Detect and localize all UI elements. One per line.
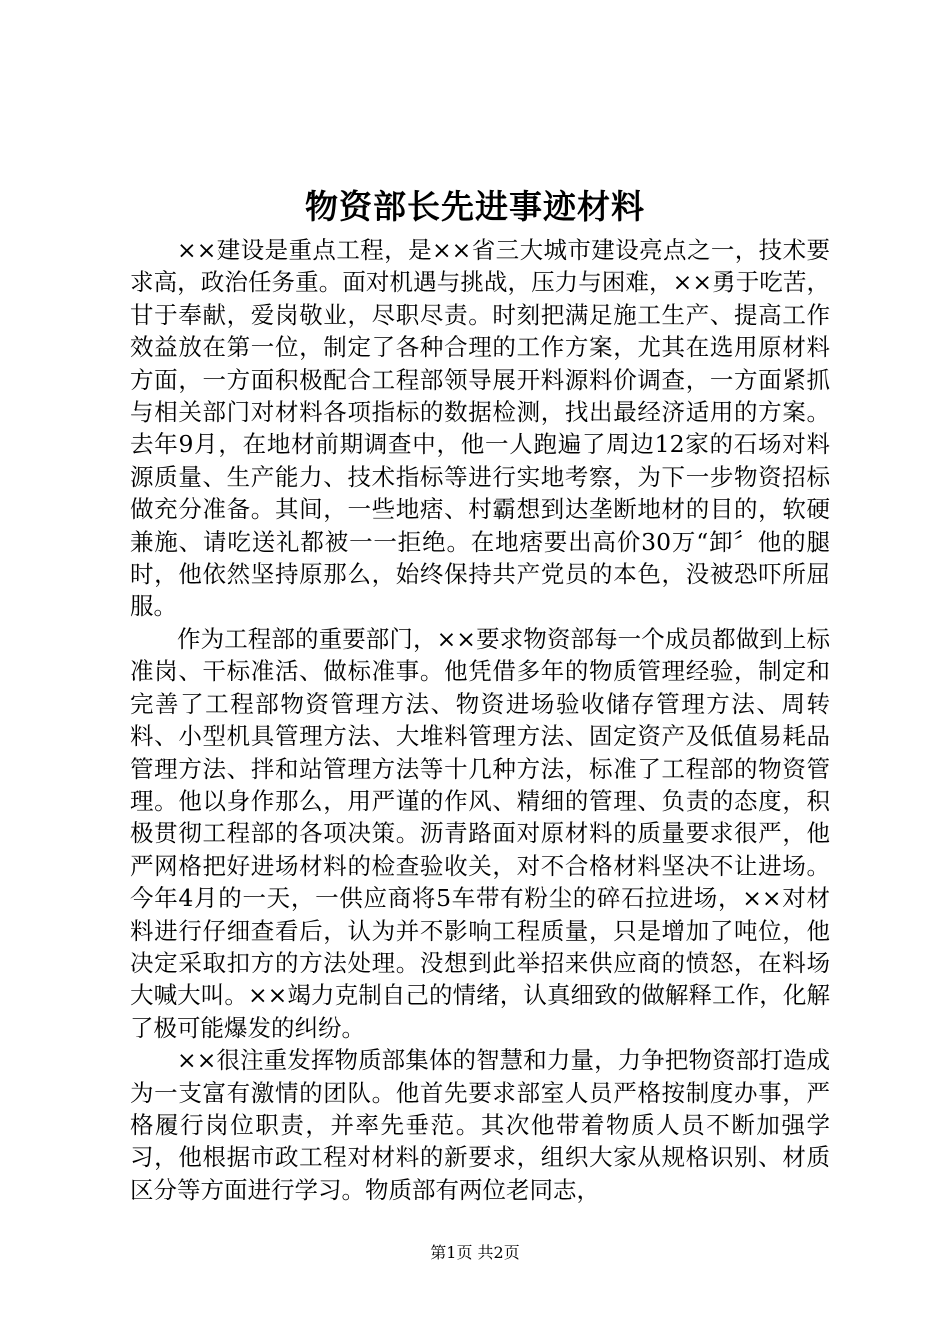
paragraph-1: ××建设是重点工程，是××省三大城市建设亮点之一，技术要求高，政治任务重。面对机遇与挑战，压力与困难，××勇于吃苦，甘于奉献，爱岗敬业，尽职尽责。时刻把满足施工生产、提高工作效益放在第一位，制定了各种合理的工作方案，尤其在选用原材料方面，一方面积极配合工程部领导展开料源料价调查，一方面紧抓与相关部门对材料各项指标的数据检测，找出最经济适用的方案。去年9月，在地材前期调查中，他一人跑遍了周边12家的石场对料源质量、生产能力、技术指标等进行实地考察，为下一步物资招标做充分准备。其间，一些地痞、村霸想到达垄断地材的目的，软硬兼施、请吃送礼都被一一拒绝。在地痞要出高价30万“卸〞他的腿时，他依然坚持原那么，始终保持共产党员的本色，没被恐吓所屈服。 xyxy=(130,236,830,621)
document-body xyxy=(130,234,830,1206)
paragraph-2: 作为工程部的重要部门，××要求物资部每一个成员都做到上标准岗、干标准活、做标准事。他凭借多年的物质管理经验，制定和完善了工程部物资管理方法、物资进场验收储存管理方法、周转料、小型机具管理方法、大堆料管理方法、固定资产及低值易耗品管理方法、拌和站管理方法等十几种方法，标准了工程部的物资管理。他以身作那么，用严谨的作风、精细的管理、负责的态度，积极贯彻工程部的各项决策。沥青路面对原材料的质量要求很严，他严网格把好进场材料的检查验收关，对不合格材料坚决不让进场。今年4月的一天，一供应商将5车带有粉尘的碎石拉进场，××对材料进行仔细查看后，认为并不影响工程质量，只是增加了吨位，他决定采取扣方的方法处理。没想到此举招来供应商的愤怒，在料场大喊大叫。××竭力克制自己的情绪，认真细致的做解释工作，化解了极可能爆发的纠纷。 xyxy=(130,624,830,1042)
paragraph-3: ××很注重发挥物质部集体的智慧和力量，力争把物资部打造成为一支富有激情的团队。他首先要求部室人员严格按制度办事，严格履行岗位职责，并率先垂范。其次他带着物质人员不断加强学习，他根据市政工程对材料的新要求，组织大家从规格识别、材质区分等方面进行学习。物质部有两位老同志， xyxy=(130,1046,830,1204)
page-footer: 第1页 共2页 xyxy=(430,1243,520,1262)
document-title: 物资部长先进事迹材料 xyxy=(305,187,645,226)
